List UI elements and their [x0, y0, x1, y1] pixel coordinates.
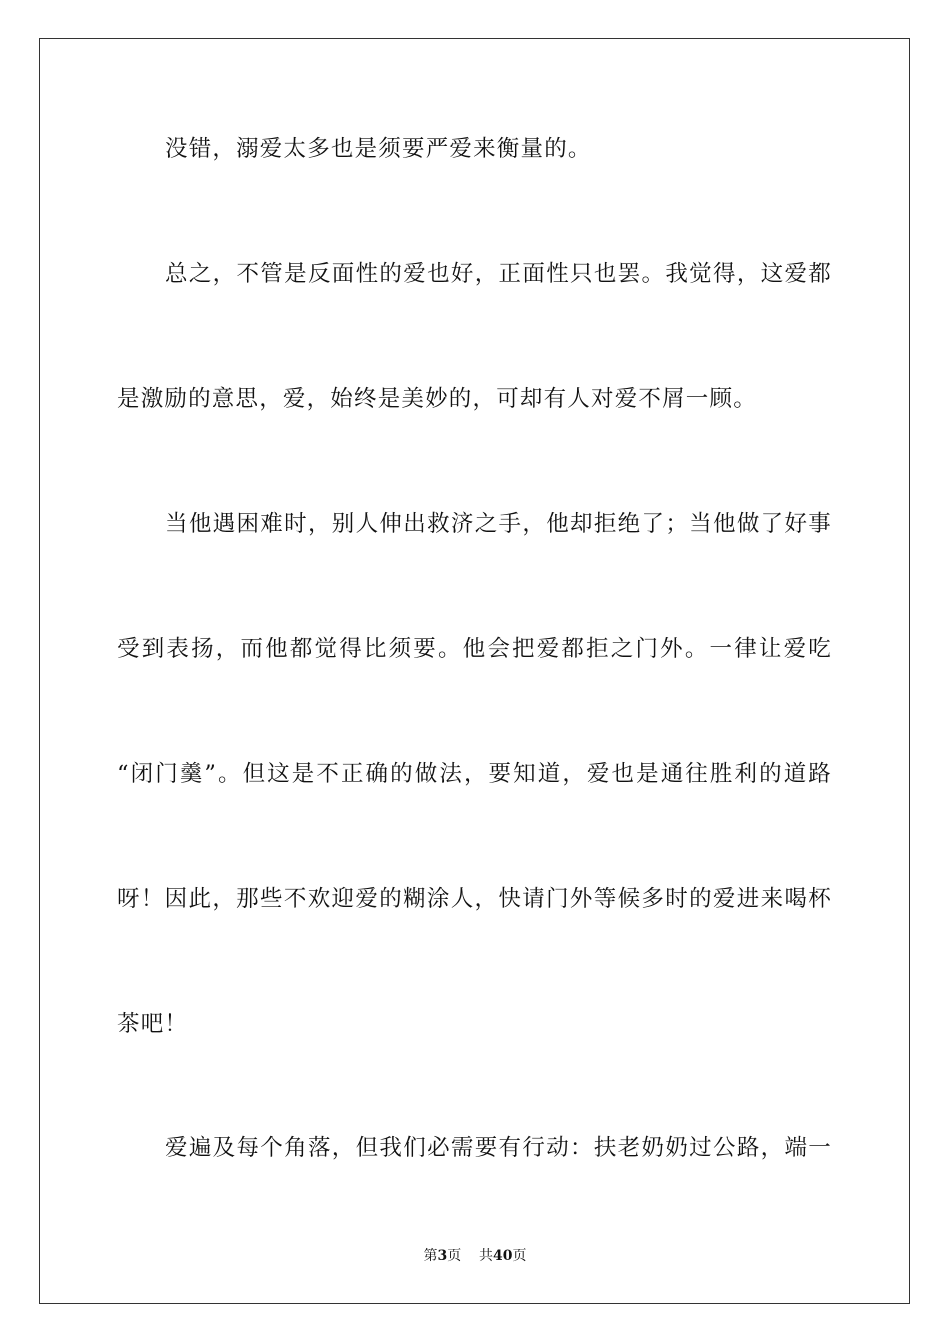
footer-page-number: 3 — [437, 1248, 448, 1264]
footer-total-pages: 40 — [493, 1248, 513, 1264]
footer-total-prefix: 共 — [479, 1248, 494, 1264]
footer-page-suffix: 页 — [447, 1248, 462, 1264]
page-footer — [0, 1247, 950, 1265]
page-border — [39, 38, 910, 1304]
footer-page-prefix: 第 — [423, 1248, 438, 1264]
paragraph-1-line-1: 没错，溺爱太多也是须要严爱来衡量的。 — [165, 136, 592, 162]
paragraph-2-line-1: 总之，不管是反面性的爱也好，正面性只也罢。我觉得，这爱都 — [165, 261, 832, 287]
paragraph-4-line-1: 爱遍及每个角落，但我们必需要有行动：扶老奶奶过公路，端一 — [165, 1135, 832, 1161]
paragraph-3-line-4: 呀！因此，那些不欢迎爱的糊涂人，快请门外等候多时的爱进来喝杯 — [117, 886, 832, 912]
paragraph-3-line-5: 茶吧！ — [117, 1011, 189, 1037]
paragraph-3-line-3: “闭门羹”。但这是不正确的做法，要知道，爱也是通往胜利的道路 — [117, 761, 832, 787]
paragraph-2-line-2: 是激励的意思，爱，始终是美妙的，可却有人对爱不屑一顾。 — [117, 386, 757, 412]
paragraph-3-line-2: 受到表扬，而他都觉得比须要。他会把爱都拒之门外。一律让爱吃 — [117, 636, 832, 662]
paragraph-3-line-1: 当他遇困难时，别人伸出救济之手，他却拒绝了；当他做了好事 — [165, 511, 832, 537]
footer-total-suffix: 页 — [512, 1248, 527, 1264]
